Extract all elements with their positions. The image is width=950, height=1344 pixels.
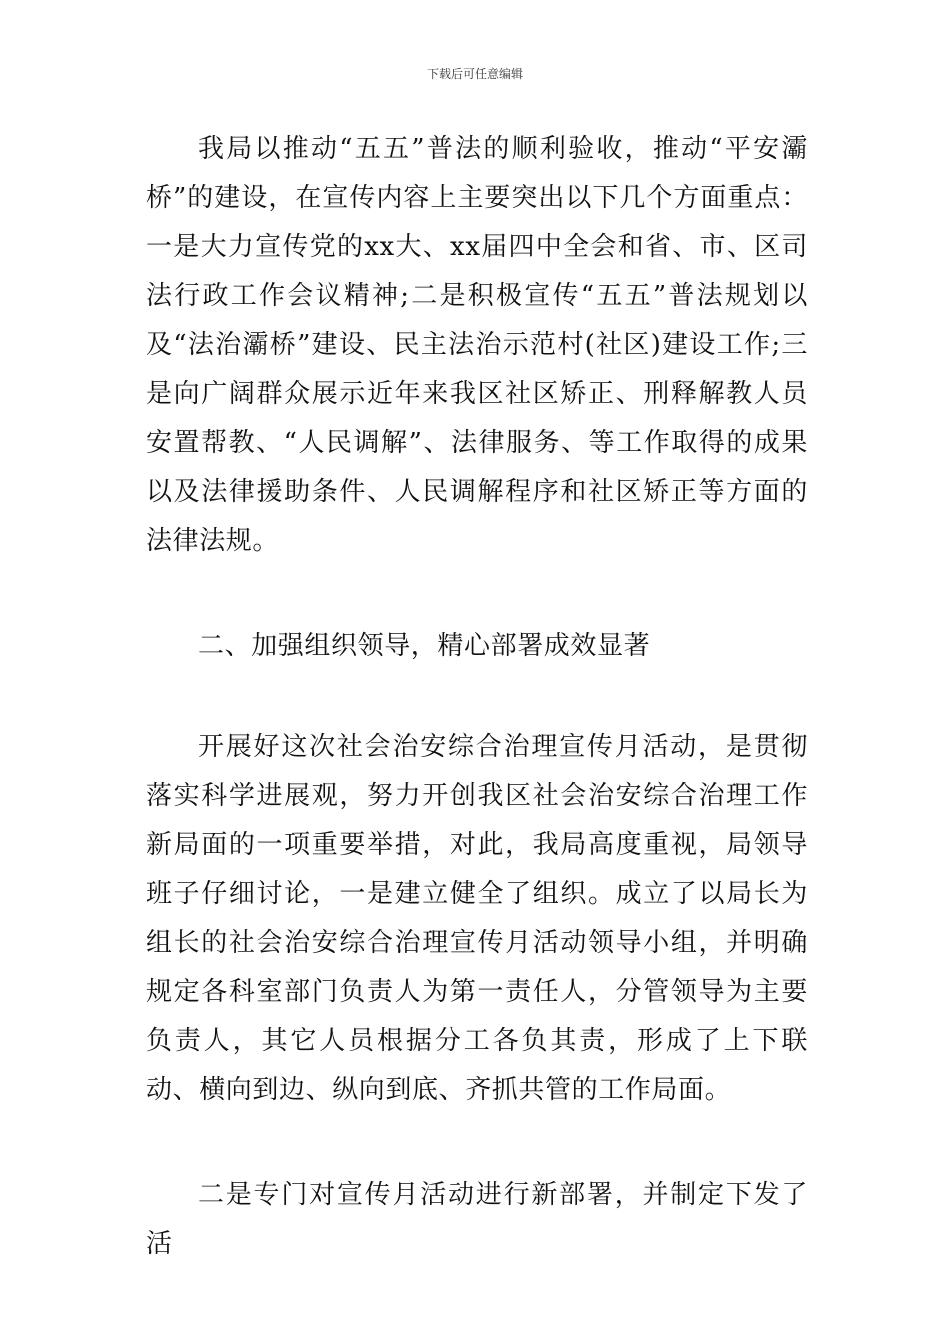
- section-heading: 二、加强组织领导，精心部署成效显著: [198, 631, 651, 661]
- page-header: 下载后可任意编辑: [426, 67, 523, 81]
- body-paragraph: 我局以推动“五五”普法的顺利验收，推动“平安灞桥”的建设，在宣传内容上主要突出以下几个方面重点：一是大力宣传党的xx大、xx届四中全会和省、市、区司法行政工作会议精神;二是积极宣传“五五”普法规划以及“法治灞桥”建设、民主法治示范村(社区)建设工作;三是向广阔群众展示近年来我区社区矫正、刑释解教人员安置帮教、“人民调解”、法律服务、等工作取得的成果以及法律援助条件、人民调解程序和社区矫正等方面的法律法规。: [146, 134, 808, 556]
- body-paragraph: 开展好这次社会治安综合治理宣传月活动，是贯彻落实科学进展观，努力开创我区社会治安综合治理工作新局面的一项重要举措，对此，我局高度重视，局领导班子仔细讨论，一是建立健全了组织。成立了以局长为组长的社会治安综合治理宣传月活动领导小组，并明确规定各科室部门负责人为第一责任人，分管领导为主要负责人，其它人员根据分工各负其责，形成了上下联动、横向到边、纵向到底、齐抓共管的工作局面。: [146, 732, 808, 1105]
- body-paragraph: 二是专门对宣传月活动进行新部署，并制定下发了活: [146, 1180, 808, 1259]
